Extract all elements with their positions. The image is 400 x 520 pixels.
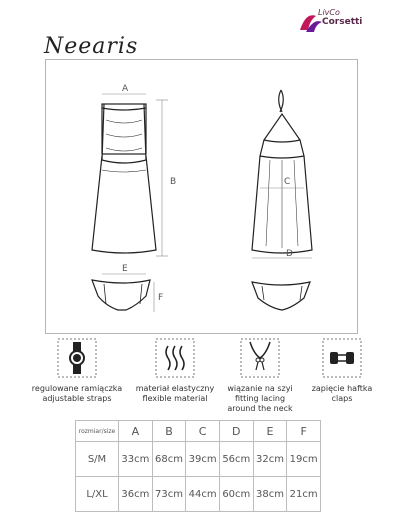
label-d: D <box>286 249 293 259</box>
table-cell: 38cm <box>253 477 287 512</box>
caption-line: around the neck <box>227 404 293 413</box>
table-cell: 44cm <box>186 477 220 512</box>
neck-lacing-icon <box>240 338 280 378</box>
size-table-header <box>76 421 321 442</box>
elastic-material-icon <box>155 338 195 378</box>
feature-caption-clasp <box>292 384 392 404</box>
label-a: A <box>122 84 129 94</box>
column-header-f: F <box>287 421 321 442</box>
back-chemise-sketch <box>252 90 312 253</box>
caption-line: materiał elastyczny <box>135 384 215 393</box>
table-cell: 39cm <box>186 442 220 477</box>
table-row <box>76 442 321 477</box>
table-cell: 36cm <box>119 477 153 512</box>
label-e: E <box>122 264 128 274</box>
size-label: S/M <box>76 442 119 477</box>
column-header-c: C <box>186 421 220 442</box>
table-cell: 68cm <box>152 442 186 477</box>
table-cell: 32cm <box>253 442 287 477</box>
adjustable-strap-icon <box>57 338 97 378</box>
size-label: L/XL <box>76 477 119 512</box>
caption-line: wiązanie na szyi <box>227 384 293 393</box>
front-briefs-sketch <box>92 280 150 310</box>
label-c: C <box>284 177 291 187</box>
caption-line: zapięcie haftka <box>311 384 373 393</box>
table-cell: 60cm <box>219 477 253 512</box>
brand-logo <box>296 8 376 38</box>
column-header-b: B <box>152 421 186 442</box>
table-cell: 33cm <box>119 442 153 477</box>
product-title: Neearis <box>44 34 139 59</box>
size-table <box>75 420 321 512</box>
measurement-diagram <box>45 59 358 334</box>
column-header-a: A <box>119 421 153 442</box>
caption-line: flexible material <box>142 394 208 403</box>
label-f: F <box>158 293 164 303</box>
table-cell: 19cm <box>287 442 321 477</box>
table-cell: 21cm <box>287 477 321 512</box>
caption-line: adjustable straps <box>42 394 112 403</box>
feature-caption-straps <box>27 384 127 404</box>
garment-sketches <box>46 60 357 333</box>
column-header-d: D <box>219 421 253 442</box>
caption-line: regulowane ramiączka <box>31 384 123 393</box>
size-table-corner: rozmiar/size <box>76 421 119 442</box>
hook-clasp-icon <box>322 338 362 378</box>
caption-line: fitting lacing <box>234 394 286 403</box>
front-chemise-sketch <box>92 104 156 253</box>
logo-text-bottom: Corsetti <box>322 17 363 27</box>
label-b: B <box>170 177 177 187</box>
table-cell: 73cm <box>152 477 186 512</box>
table-row <box>76 477 321 512</box>
logo-text-top: LivCo <box>318 8 340 17</box>
back-briefs-sketch <box>252 282 310 310</box>
caption-line: claps <box>331 394 353 403</box>
table-cell: 56cm <box>219 442 253 477</box>
column-header-e: E <box>253 421 287 442</box>
